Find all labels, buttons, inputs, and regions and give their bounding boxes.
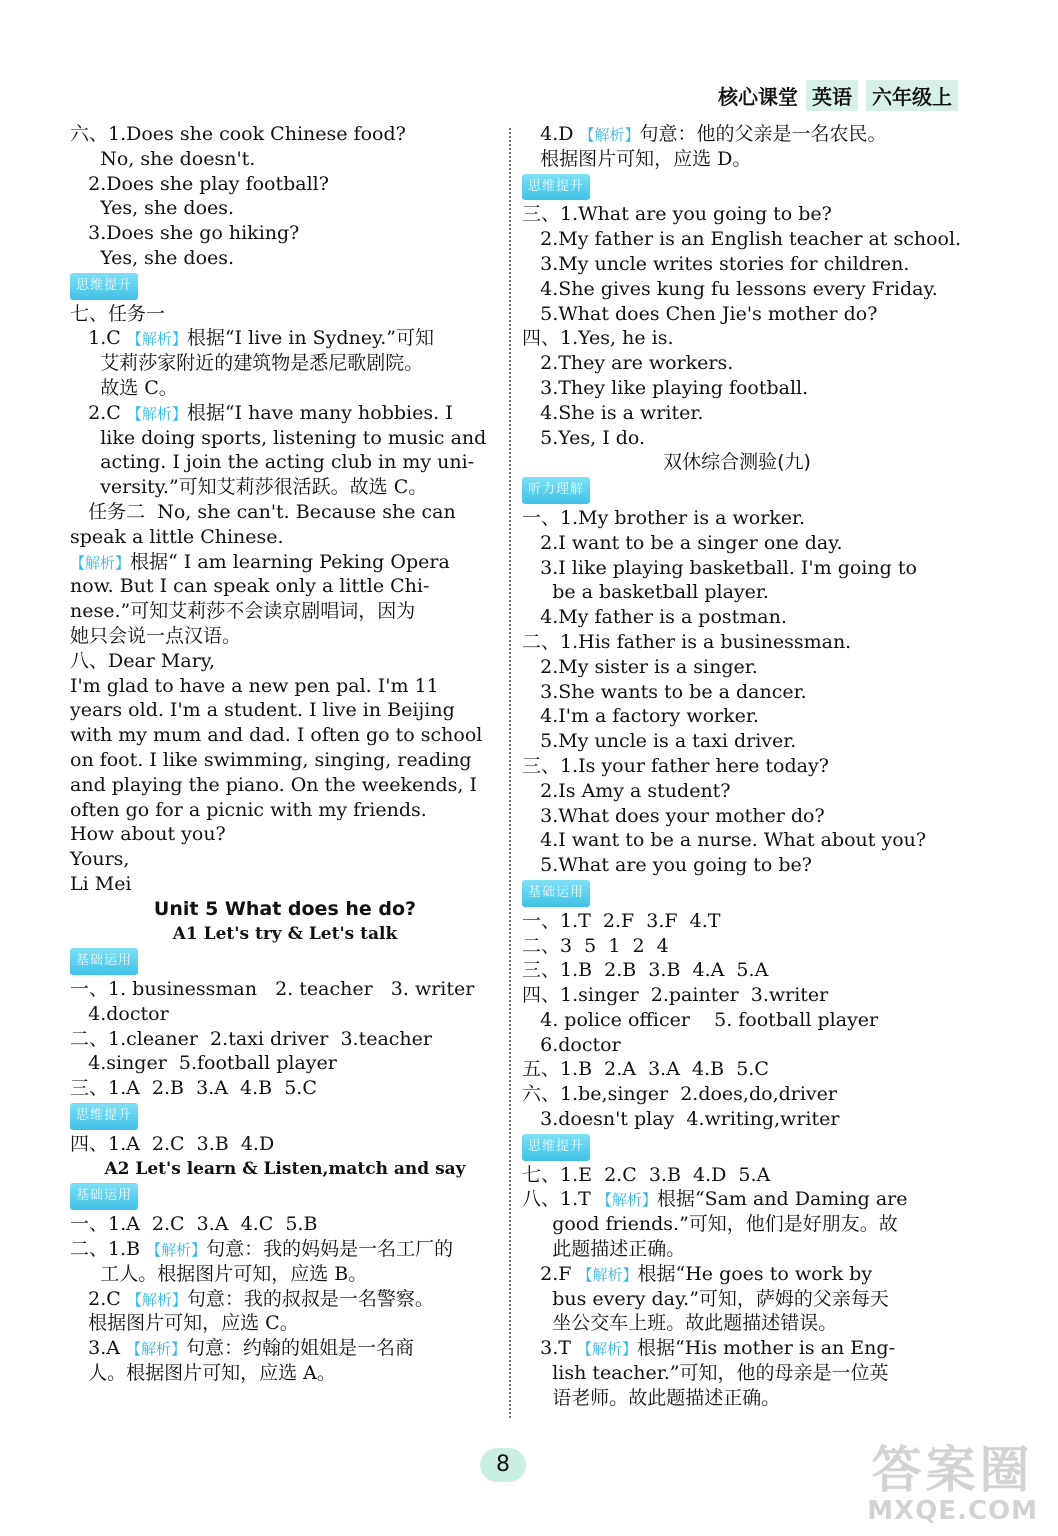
analysis-label: 【解析】 [126, 1290, 187, 1309]
answer-line [522, 302, 952, 327]
answer-text: 根据“ I am learning Peking Opera [130, 550, 450, 573]
answer-line [522, 1008, 952, 1033]
answer-text: 4.I'm a factory worker. [522, 705, 759, 728]
answer-line [522, 853, 952, 878]
answer-line [70, 1262, 500, 1287]
answer-line [522, 754, 952, 779]
answer-text: 五、1.B 2.A 3.A 4.B 5.C [522, 1058, 769, 1081]
answer-line [522, 804, 952, 829]
column-divider [509, 128, 511, 1418]
answer-text: 3.They like playing football. [522, 376, 809, 399]
analysis-label: 【解析】 [146, 1241, 207, 1260]
analysis-label: 【解析】 [576, 1340, 637, 1359]
answer-text: 根据“He goes to work by [637, 1262, 873, 1285]
answer-text: good friends.”可知，他们是好朋友。故 [522, 1213, 898, 1236]
answer-line [522, 506, 952, 531]
answer-line [70, 450, 500, 475]
answer-text: 此题描述正确。 [522, 1238, 686, 1261]
answer-text: 根据“His mother is an Eng- [636, 1337, 895, 1360]
answer-text: 工人。根据图片可知，应选 B。 [70, 1262, 368, 1285]
section-tag [522, 878, 952, 909]
answer-text: 2.My father is an English teacher at school. [522, 228, 962, 251]
answer-text: 坐公交车上班。故此题描述错误。 [522, 1312, 838, 1335]
answer-text: bus every day.”可知，萨姆的父亲每天 [522, 1287, 889, 1310]
section-tag-label: 思维提升 [70, 1103, 138, 1130]
answer-line [70, 723, 500, 748]
book-title: 核心课堂 [718, 85, 798, 109]
answer-text: 2.I want to be a singer one day. [522, 531, 843, 554]
answer-line [70, 122, 500, 147]
answer-text: 5.What are you going to be? [522, 854, 812, 877]
section-title: Unit 5 What does he do? [153, 897, 417, 920]
answer-line [522, 531, 952, 556]
running-header [718, 80, 958, 111]
answer-text: on foot. I like swimming, singing, reading [70, 748, 472, 771]
watermark [867, 1441, 1038, 1526]
answer-line [522, 630, 952, 655]
answer-text: Yes, she does. [70, 246, 235, 269]
section-tag [522, 172, 952, 203]
answer-line [522, 958, 952, 983]
answer-line [70, 599, 500, 624]
answer-line [70, 574, 500, 599]
section-tag [70, 271, 500, 302]
answer-line [522, 729, 952, 754]
answer-text: 根据“I have many hobbies. I [186, 401, 453, 424]
answer-line [522, 376, 952, 401]
answer-line [522, 934, 952, 959]
answer-text: 2.They are workers. [522, 352, 734, 375]
section-title: 双休综合测验(九) [663, 451, 811, 474]
answer-line [70, 872, 500, 897]
answer-line [522, 1082, 952, 1107]
answer-text: 二、1.His father is a businessman. [522, 630, 852, 653]
answer-line [70, 1311, 500, 1336]
answer-line [70, 1027, 500, 1052]
answer-line [522, 1057, 952, 1082]
answer-line [70, 1076, 500, 1101]
answer-text: 根据图片可知，应选 C。 [70, 1312, 299, 1335]
answer-text: 七、任务一 [70, 302, 166, 325]
answer-text: nese.”可知艾莉莎不会读京剧唱词，因为 [70, 600, 416, 623]
answer-text: 根据“Sam and Daming are [656, 1188, 908, 1211]
answer-line [70, 500, 500, 525]
section-title: A1 Let's try & Let's talk [172, 923, 398, 944]
answer-text: 2.C [70, 1287, 127, 1310]
answer-text: 四、1.Yes, he is. [522, 327, 674, 350]
answer-text: 句意：他的父亲是一名农民。 [639, 123, 887, 145]
answer-text: 4.She gives kung fu lessons every Friday. [522, 277, 938, 300]
answer-line [70, 1336, 500, 1361]
grade-label: 六年级上 [866, 80, 958, 111]
analysis-label: 【解析】 [126, 1340, 187, 1359]
answer-text: 四、1.singer 2.painter 3.writer [522, 984, 829, 1007]
answer-text: 语老师。故此题描述正确。 [522, 1386, 781, 1409]
analysis-label: 【解析】 [126, 404, 187, 423]
answer-line [70, 550, 500, 575]
section-tag-label: 基础运用 [70, 948, 138, 975]
answer-text: 她只会说一点汉语。 [70, 624, 242, 647]
answer-line [70, 822, 500, 847]
answer-line [70, 147, 500, 172]
answer-text: 3.T [522, 1337, 577, 1360]
answer-text: 4.She is a writer. [522, 401, 704, 424]
answer-text: 6.doctor [522, 1033, 621, 1056]
analysis-label: 【解析】 [70, 553, 131, 572]
answer-text: 句意：我的叔叔是一名警察。 [186, 1287, 434, 1310]
answer-line [70, 698, 500, 723]
watermark-logo: 答案圈 [871, 1441, 1034, 1499]
answer-line [522, 1237, 952, 1262]
answer-text: 3.My uncle writes stories for children. [522, 252, 910, 275]
section-tag-label: 思维提升 [70, 273, 138, 300]
answer-line [522, 1212, 952, 1237]
answer-line [70, 1132, 500, 1157]
answer-text: I'm glad to have a new pen pal. I'm 11 [70, 674, 439, 697]
answer-text: 4. police officer 5. football player [522, 1008, 879, 1031]
answer-text: 八、Dear Mary, [70, 649, 216, 672]
answer-text: 4.doctor [70, 1002, 169, 1025]
answer-line [70, 1212, 500, 1237]
answer-line [70, 426, 500, 451]
answer-text: 2.C [70, 401, 127, 424]
analysis-label: 【解析】 [577, 1265, 638, 1284]
answer-text: and playing the piano. On the weekends, I [70, 773, 477, 796]
answer-line [522, 580, 952, 605]
watermark-url: MXQE.COM [867, 1496, 1038, 1526]
answer-text: 任务二 No, she can't. Because she can [70, 500, 456, 523]
answer-line [522, 1361, 952, 1386]
answer-text: 5.My uncle is a taxi driver. [522, 730, 797, 753]
answer-line [70, 624, 500, 649]
answer-text: 四、1.A 2.C 3.B 4.D [70, 1132, 275, 1155]
answer-line [70, 351, 500, 376]
answer-line [70, 246, 500, 271]
answer-text: 3.Does she go hiking? [70, 222, 300, 245]
answer-text: 句意：约翰的姐姐是一名商 [186, 1337, 415, 1360]
section-tag [70, 1101, 500, 1132]
answer-text: 根据“I live in Sydney.”可知 [186, 327, 434, 350]
answer-line [522, 828, 952, 853]
analysis-label: 【解析】 [596, 1191, 657, 1210]
answer-line [70, 674, 500, 699]
answer-text: lish teacher.”可知，他的母亲是一位英 [522, 1362, 889, 1385]
answer-text: 人。根据图片可知，应选 A。 [70, 1362, 336, 1385]
answer-line [522, 426, 952, 451]
answer-line [522, 1107, 952, 1132]
answer-line [70, 1361, 500, 1386]
answer-text: 根据图片可知，应选 D。 [522, 147, 752, 170]
answer-text: How about you? [70, 823, 226, 846]
answer-text: 一、1. businessman 2. teacher 3. writer [70, 978, 475, 1001]
answer-line [522, 1336, 952, 1361]
answer-line [70, 798, 500, 823]
answer-line [70, 773, 500, 798]
answer-text: 三、1.Is your father here today? [522, 754, 829, 777]
answer-text: 三、1.What are you going to be? [522, 203, 832, 226]
answer-text: 4.I want to be a nurse. What about you? [522, 829, 927, 852]
answer-line [70, 475, 500, 500]
answer-text: often go for a picnic with my friends. [70, 798, 427, 821]
answer-line [522, 556, 952, 581]
answer-text: 4.My father is a postman. [522, 606, 787, 629]
answer-text: No, she doesn't. [70, 147, 256, 170]
answer-line [522, 252, 952, 277]
answer-text: now. But I can speak only a little Chi- [70, 575, 430, 598]
answer-line [522, 1163, 952, 1188]
answer-line [70, 525, 500, 550]
section-tag [70, 1181, 500, 1212]
answer-line [522, 1386, 952, 1411]
right-column [522, 122, 962, 1411]
answer-line [522, 1262, 952, 1287]
answer-text: 二、3 5 1 2 4 [522, 934, 669, 957]
answer-text: 六、1.Does she cook Chinese food? [70, 123, 406, 145]
answer-line [70, 1002, 500, 1027]
answer-text: 5.What does Chen Jie's mother do? [522, 302, 878, 325]
answer-line [522, 680, 952, 705]
answer-line [522, 147, 952, 172]
answer-line [522, 655, 952, 680]
answer-line [70, 847, 500, 872]
answer-line [70, 326, 500, 351]
answer-text: Yes, she does. [70, 197, 235, 220]
answer-line [522, 1187, 952, 1212]
section-title: A2 Let's learn & Listen,match and say [104, 1158, 466, 1179]
answer-text: 2.Is Amy a student? [522, 779, 731, 802]
section-tag-label: 思维提升 [522, 174, 590, 201]
answer-line [522, 202, 952, 227]
answer-text: 六、1.be,singer 2.does,do,driver [522, 1083, 837, 1106]
subject-label: 英语 [806, 80, 858, 111]
answer-line [70, 977, 500, 1002]
answer-line [70, 376, 500, 401]
answer-line [522, 1033, 952, 1058]
answer-line [522, 983, 952, 1008]
answer-text: 二、1.B [70, 1238, 147, 1261]
answer-line [70, 1287, 500, 1312]
analysis-label: 【解析】 [126, 330, 187, 349]
answer-line [522, 909, 952, 934]
answer-line [70, 172, 500, 197]
section-tag [70, 946, 500, 977]
answer-text: 3.doesn't play 4.writing,writer [522, 1108, 840, 1131]
answer-line [70, 401, 500, 426]
answer-text: 3.What does your mother do? [522, 804, 825, 827]
answer-text: 故选 C。 [70, 376, 178, 399]
section-tag [522, 1132, 952, 1163]
answer-line [70, 748, 500, 773]
answer-text: 2.F [522, 1262, 578, 1285]
answer-text: 句意：我的妈妈是一名工厂的 [206, 1238, 454, 1261]
answer-text: 3.She wants to be a dancer. [522, 680, 807, 703]
answer-line [70, 221, 500, 246]
answer-text: like doing sports, listening to music and [70, 426, 487, 449]
answer-text: 2.My sister is a singer. [522, 655, 758, 678]
answer-text: speak a little Chinese. [70, 525, 284, 548]
answer-text: Yours, [70, 848, 130, 871]
answer-line [70, 1237, 500, 1262]
answer-text: years old. I'm a student. I live in Beijing [70, 699, 455, 722]
answer-line [522, 779, 952, 804]
page-number: 8 [480, 1448, 526, 1482]
answer-line [522, 401, 952, 426]
answer-line [70, 196, 500, 221]
answer-text: 一、1.A 2.C 3.A 4.C 5.B [70, 1213, 318, 1236]
answer-line [70, 1051, 500, 1076]
answer-line [522, 704, 952, 729]
section-tag-label: 基础运用 [70, 1183, 138, 1210]
answer-line [522, 1311, 952, 1336]
answer-text: 三、1.B 2.B 3.B 4.A 5.A [522, 959, 769, 982]
section-tag-label: 听力理解 [522, 477, 590, 504]
section-tag [522, 475, 952, 506]
answer-text: 八、1.T [522, 1188, 597, 1211]
answer-line [70, 649, 500, 674]
answer-text: 1.C [70, 327, 127, 350]
analysis-label: 【解析】 [579, 126, 640, 144]
section-tag-label: 思维提升 [522, 1134, 590, 1161]
answer-line [522, 277, 952, 302]
answer-text: with my mum and dad. I often go to school [70, 724, 483, 747]
answer-line [522, 351, 952, 376]
answer-line [522, 122, 952, 147]
answer-text: 4.D [522, 123, 580, 145]
answer-text: 一、1.T 2.F 3.F 4.T [522, 909, 721, 932]
answer-text: be a basketball player. [522, 581, 769, 604]
answer-text: 3.A [70, 1337, 127, 1360]
answer-text: versity.”可知艾莉莎很活跃。故选 C。 [70, 476, 428, 499]
answer-text: 艾莉莎家附近的建筑物是悉尼歌剧院。 [70, 352, 424, 375]
answer-text: 二、1.cleaner 2.taxi driver 3.teacher [70, 1027, 432, 1050]
answer-line [522, 1287, 952, 1312]
answer-text: 5.Yes, I do. [522, 426, 646, 449]
answer-text: 三、1.A 2.B 3.A 4.B 5.C [70, 1077, 317, 1100]
left-column [70, 122, 500, 1386]
answer-line [70, 302, 500, 327]
answer-text: 4.singer 5.football player [70, 1052, 337, 1075]
section-tag-label: 基础运用 [522, 880, 590, 907]
answer-line [522, 605, 952, 630]
answer-line [522, 227, 962, 252]
answer-text: Li Mei [70, 872, 132, 895]
answer-text: 3.I like playing basketball. I'm going to [522, 556, 917, 579]
answer-text: 七、1.E 2.C 3.B 4.D 5.A [522, 1163, 771, 1186]
answer-text: acting. I join the acting club in my uni- [70, 451, 475, 474]
answer-text: 2.Does she play football? [70, 172, 329, 195]
answer-text: 一、1.My brother is a worker. [522, 506, 806, 529]
answer-line [522, 326, 952, 351]
